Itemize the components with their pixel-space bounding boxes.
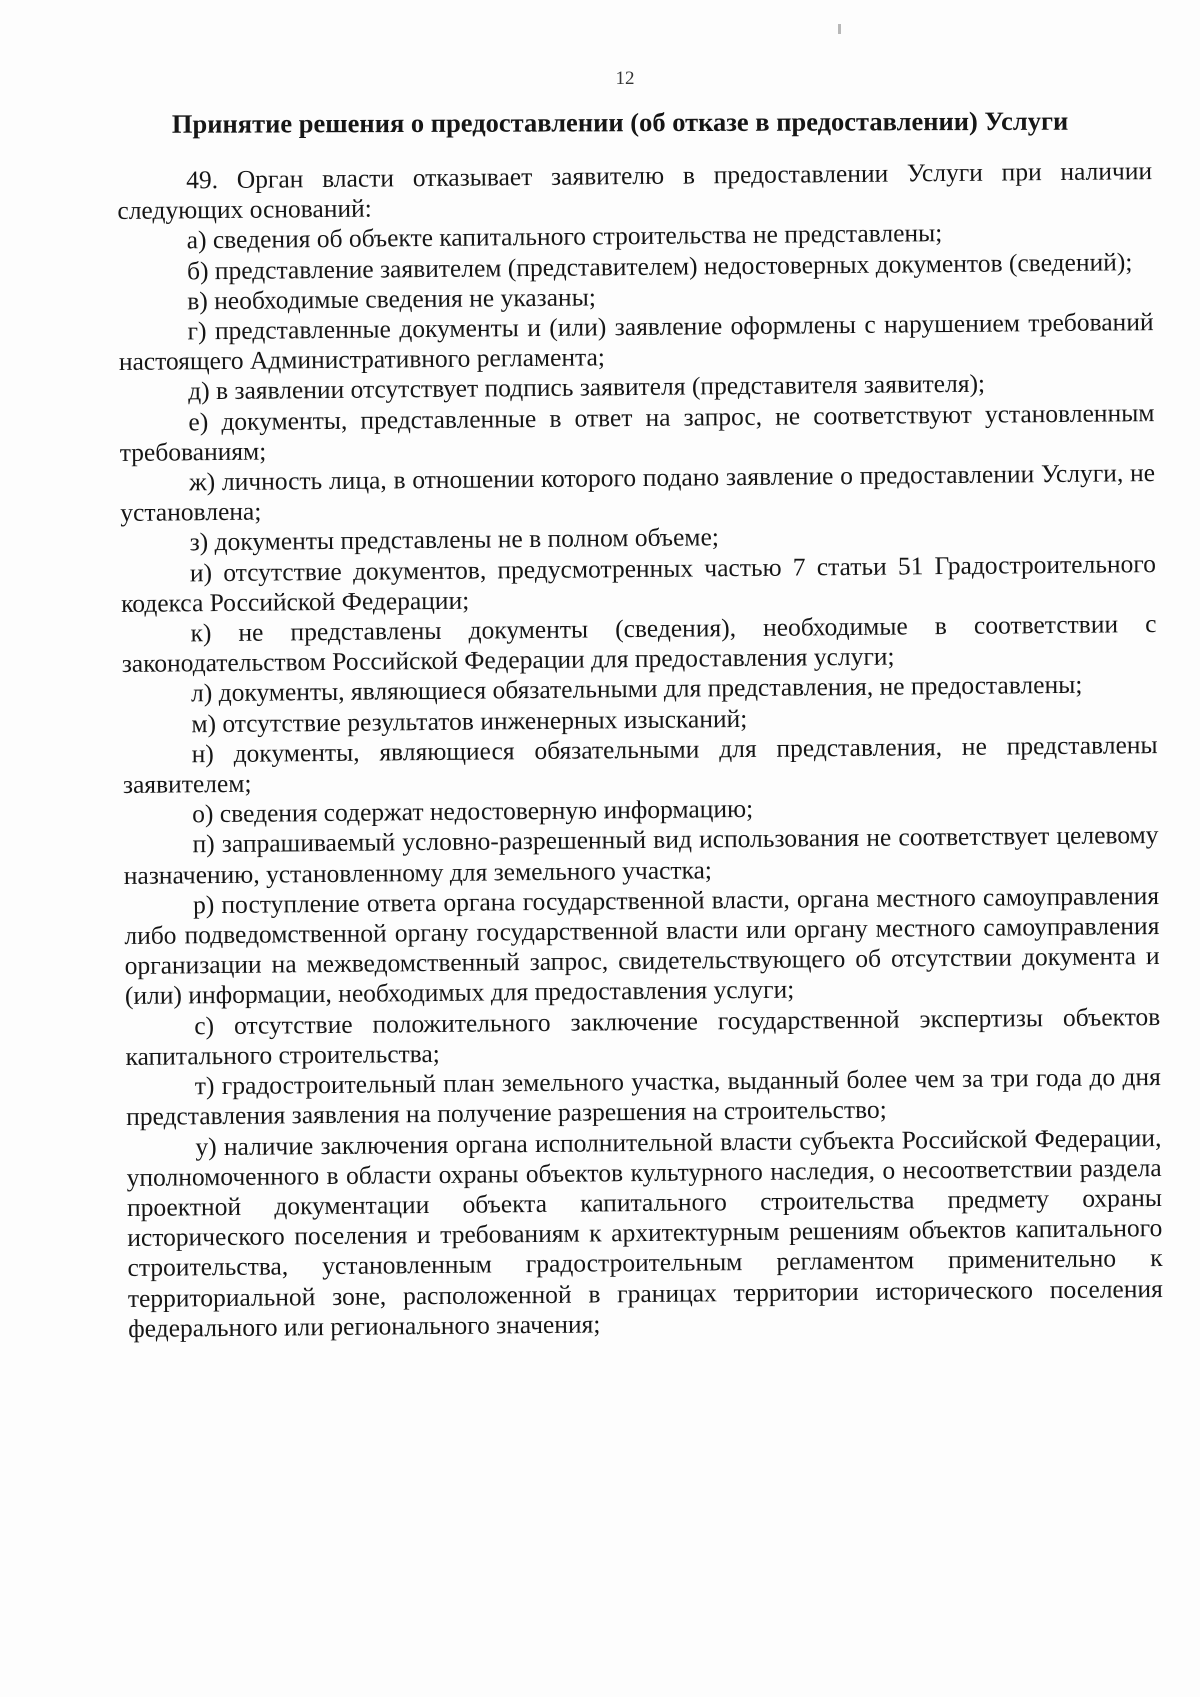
section-heading: Принятие решения о предоставлении (об отказе в предоставлении) Услуги <box>171 105 1069 139</box>
list-item: с) отсутствие положительного заключение государственной экспертизы объектов капитального строительства; <box>125 1001 1161 1071</box>
page-number: 12 <box>615 68 635 89</box>
list-item: п) запрашиваемый условно-разрешенный вид использования не соответствует целевому назначению, установленному для земельного участка; <box>123 820 1159 890</box>
list-item: т) градостроительный план земельного участка, выданный более чем за три года до дня представления заявления на получение разрешения на строительство; <box>125 1062 1161 1132</box>
paragraph-intro: 49. Орган власти отказывает заявителю в предоставлении Услуги при наличии следующих оснований: <box>117 156 1153 226</box>
scan-mark <box>838 24 841 34</box>
list-item: г) представленные документы и (или) заявление оформлены с нарушением требований настоящего Административного регламента; <box>118 307 1154 377</box>
list-item: к) не представлены документы (сведения), необходимые в соответствии с законодательством Российской Федерации для предоставления услуги; <box>121 609 1157 679</box>
list-item: м) отсутствие результатов инженерных изысканий; <box>191 703 748 738</box>
list-item: е) документы, представленные в ответ на запрос, не соответствуют установленным требованиям; <box>119 397 1155 467</box>
list-item: и) отсутствие документов, предусмотренных частью 7 статьи 51 Градостроительного кодекса Российской Федерации; <box>121 548 1156 618</box>
list-item: р) поступление ответа органа государственной власти, органа местного самоуправления либо подведомственной органу государственной власти или органу местного самоуправления организации на межведомственный запрос, свидетельствующего об отсутствии документа и (или) информации, необходимых для предоставления услуги; <box>124 880 1160 1011</box>
list-item: у) наличие заключения органа исполнительной власти субъекта Российской Федерации, уполномоченного в области охраны объектов культурного наследия, о несоответствии раздела проектной документации объекта капитального строительства предмету охраны исторического поселения и требованиям к архитектурным решениям объектов капитального строительства, установленным градостроительным регламентом применительно к территориальной зоне, расположенной в границах территории исторического поселения федерального или регионального значения; <box>126 1122 1163 1343</box>
body-text <box>117 156 1163 1344</box>
list-item: н) документы, являющиеся обязательными для представления, не представлены заявителем; <box>122 729 1158 800</box>
list-item: з) документы представлены не в полном объеме; <box>189 522 720 557</box>
list-item: а) сведения об объекте капитального строительства не представлены; <box>186 218 943 255</box>
list-item: б) представление заявителем (представителем) недостоверных документов (сведений); <box>186 246 1133 285</box>
list-item: л) документы, являющиеся обязательными для представления, не предоставлены; <box>190 670 1083 708</box>
list-item: ж) личность лица, в отношении которого подано заявление о предоставлении Услуги, не установлена; <box>120 458 1156 528</box>
list-item: в) необходимые сведения не указаны; <box>187 282 596 316</box>
list-item: о) сведения содержат недостоверную информацию; <box>192 794 754 829</box>
list-item: д) в заявлении отсутствует подпись заявителя (представителя заявителя); <box>188 369 986 406</box>
